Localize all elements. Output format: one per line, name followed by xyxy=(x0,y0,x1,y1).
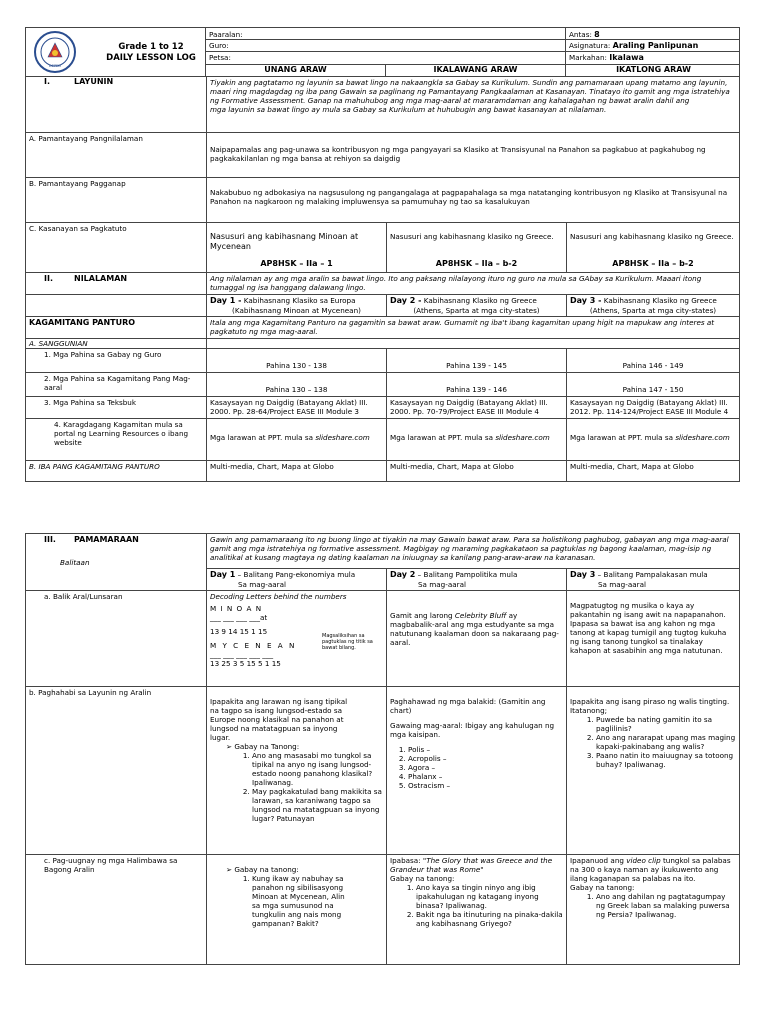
pag-uugnay-day2-q1: 1. Ano kaya sa tingin ninyo ang ibig ipakahulugan ng katagang inyong binasa? Ipaliwanag. xyxy=(416,883,563,910)
petsa-label: Petsa: xyxy=(209,53,231,62)
balitaan-days-row xyxy=(26,568,739,590)
kagamitang-mag-aaral-day3: Pahina 147 - 150 xyxy=(622,385,684,394)
deped-seal-icon xyxy=(34,31,76,73)
kasanayan-code-day3: AP8HSK – IIa – b-2 xyxy=(612,259,694,268)
paghahabi-day3-q1: 1. Puwede ba nating gamitin ito sa paglilinis? xyxy=(596,715,736,733)
decoding-numbers-1: 13 9 14 15 1 15 xyxy=(210,627,268,636)
pag-uugnay-gabay-label: Gabay na tanong: xyxy=(234,865,299,874)
paaralan-label: Paaralan: xyxy=(209,30,243,39)
pag-uugnay-day2-q2: 2. Bakit nga ba itinuturing na pinaka-dakila ang kabihasnang Griyego? xyxy=(416,910,563,928)
asignatura-value: Araling Panlipunan xyxy=(612,41,699,50)
pamamaraan-day3-sub: Sa mag-aaral xyxy=(598,580,646,589)
slideshare-link-day3[interactable]: slideshare.com xyxy=(675,433,730,442)
pag-uugnay-day2-reading xyxy=(390,856,563,874)
markahan-value: Ikalawa xyxy=(609,53,644,62)
teksbuk-day1: Kasaysayan ng Daigdig (Batayang Aklat) III. 2000. Pp. 28-64/Project EASE III Module 3 xyxy=(210,398,368,416)
pag-uugnay-day1-gabay: ➢ Gabay na tanong: 1. Kung ikaw ay nabuhay sa panahon ng sibilisasyong Minoan at Mycenean, Alin sa mga sumusunod na tungkulin ang nais mong gampanan? Bakit? xyxy=(226,865,383,928)
teksbuk-day2: Kasaysayan ng Daigdig (Batayang Aklat) III. 2000. Pp. 70-79/Project EASE III Module 4 xyxy=(390,398,548,416)
term-ostracism: 5. Ostracism – xyxy=(408,781,563,790)
paghahabi-day2-b: Gawaing mag-aaral: Ibigay ang kahulugan ng mga kaisipan. xyxy=(390,721,555,739)
balik-aral-row xyxy=(26,590,739,686)
paghahabi-day2-a: Paghahawad ng mga balakid: (Gamitin ang chart) xyxy=(390,697,546,715)
balik-aral-day2-a: Gamit ang larong xyxy=(390,611,453,620)
asignatura-label: Asignatura: xyxy=(569,41,611,50)
gabay-guro-day1: Pahina 130 - 138 xyxy=(266,361,327,370)
term-agora: 3. Agora – xyxy=(408,763,563,772)
pamamaraan-number: III. xyxy=(44,535,56,544)
nilalaman-day2-sub: (Athens, Sparta at mga city-states) xyxy=(413,306,540,315)
pamamaraan-day2-sub: Sa mag-aaral xyxy=(418,580,466,589)
paghahabi-day3-b: Itatanong; xyxy=(570,706,608,715)
term-polis: 1. Polis – xyxy=(408,745,563,754)
pag-uugnay-day3-gabay: Gabay na tanong: xyxy=(570,883,635,892)
decoding-letters-2: M Y C E N E A N xyxy=(210,641,297,650)
decoding-blanks-1: ___ ___ ___ ___at xyxy=(210,613,268,622)
kasanayan-day3: Nasusuri ang kabihasnang klasiko ng Greece. xyxy=(570,232,734,241)
iba-pang-day3: Multi-media, Chart, Mapa at Globo xyxy=(570,462,694,471)
kagamitan-text: Itala ang mga Kagamitang Panturo na gagamitin sa bawat araw. Gumamit ng iba't ibang kagamitan upang higit na mapukaw ang interes at pagkatuto ng mga mag-aaral. xyxy=(210,318,715,336)
balik-aral-day2-b: ay magbabalik-aral ang mga estudyante sa mga natutunang kaalaman doon sa nakaraang pag-aaral. xyxy=(390,611,559,647)
decoding-numbers-2: 13 25 3 5 15 5 1 15 xyxy=(210,659,281,668)
nilalaman-days-row xyxy=(26,294,739,316)
header-block xyxy=(26,28,739,77)
pag-uugnay-day3-b: tungkol sa palabas na 300 o kaya naman ay ikukuwento ang ilang kaganapan sa palabas na ito. xyxy=(570,856,731,883)
nilalaman-text: Ang nilalaman ay ang mga aralin sa bawat lingo. Ito ang paksang nilalayong ituro ng guro na mula sa GAbay sa Kurikulum. Maaari itong tumaggal ng isa hanggang dalawang lingo. xyxy=(210,274,702,292)
celebrity-bluff-game: Celebrity Bluff xyxy=(454,611,507,620)
term-acropolis: 2. Acropolis – xyxy=(408,754,563,763)
kagamitan-row xyxy=(26,316,739,338)
slideshare-link-day2[interactable]: slideshare.com xyxy=(495,433,550,442)
pamantayang-pagganap-row xyxy=(26,177,739,222)
layunin-text: Tiyakin ang pagtatamo ng layunin sa bawat lingo na nakaangkla sa Gabay sa Kurikulum. Sundin ang pamamaraan upang matamo ang layunin, maari ring magdagdag ng iba pang Gawain sa paglinang ng Pamantayang Pangkaalaman at Kasanayan. Tinatayo ito gamit ang mga istratehiya ng Formative Assessment. Ganap na mahuhubog ang mga mag-aaral at mararamdaman ang kahalagahan ng bawat aralin dahil ang xyxy=(210,78,730,105)
day3-header: IKATLONG ARAW xyxy=(616,65,691,74)
kagamitan-title: KAGAMITANG PANTURO xyxy=(29,318,136,327)
gabay-tanong-label: Gabay na Tanong: xyxy=(234,742,300,751)
nilalaman-day1-topic: Kabihasnang Klasiko sa Europa xyxy=(243,296,356,305)
gabay-guro-day3: Pahina 146 - 149 xyxy=(622,361,684,370)
gabay-guro-day2: Pahina 139 - 145 xyxy=(446,361,507,370)
pamantayang-pangnilalaman-label: A. Pamantayang Pangnilalaman xyxy=(29,134,143,143)
paghahabi-day1-q2: 2. May pagkakatulad bang makikita sa larawan, sa karaniwang tagpo sa lungsod na matatagpuan sa inyong lugar? Patunayan xyxy=(252,787,383,823)
kagamitang-mag-aaral-day1: Pahina 130 – 138 xyxy=(265,385,328,394)
nilalaman-day1-sub: (Kabihasnang Minoan at Mycenean) xyxy=(232,306,361,315)
decoding-letters-1: M I N O A N xyxy=(210,604,263,613)
pamamaraan-day1-sub: Sa mag-aaral xyxy=(238,580,286,589)
balitaan-label: Balitaan xyxy=(60,558,90,567)
gabay-guro-row xyxy=(26,348,739,372)
sanggunian-label: A. SANGGUNIAN xyxy=(29,339,88,348)
pamantayang-pagganap-text: Nakabubuo ng adbokasiya na nagsusulong ng pangangalaga at pagpapahalaga sa mga natatanging kontribusyon ng Klasiko at Transisyunal na Panahon na nagkaroon ng malaking impluwensya sa pamumuhay ng tao sa kasalukuyan xyxy=(210,188,728,206)
teksbuk-day3: Kasaysayan ng Daigdig (Batayang Aklat) III. 2012. Pp. 114-124/Project EASE III Module 4 xyxy=(570,398,729,416)
nilalaman-day2-label: Day 2 - xyxy=(390,296,422,305)
paghahabi-day3-q2: 2. Ano ang nararapat upang mas maging kapaki-pakinabang ang walis? xyxy=(596,733,736,751)
kasanayan-day2: Nasusuri ang kabihasnang klasiko ng Greece. xyxy=(390,232,554,241)
term-phalanx: 4. Phalanx – xyxy=(408,772,563,781)
paghahabi-label: b. Paghahabi sa Layunin ng Aralin xyxy=(29,688,152,697)
paghahabi-day1-gabay: ➢ Gabay na Tanong: 1. Ano ang masasabi mo tungkol sa tipikal na anyo ng isang lungsod-estado noong panahong klasikal? Ipaliwanag. 2. May pagkakatulad bang makikita sa larawan, sa karaniwang tagpo sa lungsod na matatagpuan sa inyong lugar? Patunayan xyxy=(226,742,383,823)
guro-label: Guro: xyxy=(209,41,229,50)
layunin-title: LAYUNIN xyxy=(74,77,114,86)
pamamaraan-day1-topic: – Balitang Pang-ekonomiya mula xyxy=(237,570,356,579)
gabay-guro-label: 1. Mga Pahina sa Gabay ng Guro xyxy=(44,350,162,359)
markahan-field xyxy=(569,53,644,63)
pag-uugnay-day1-q1: 1. Kung ikaw ay nabuhay sa panahon ng sibilisasyong Minoan at Mycenean, Alin sa mga sumusunod na tungkulin ang nais mong gampanan? Bakit? xyxy=(252,874,383,928)
antas-label: Antas: xyxy=(569,30,592,39)
pag-uugnay-label: c. Pag-uugnay ng mga Halimbawa sa Bagong Aralin xyxy=(44,856,178,874)
nilalaman-number: II. xyxy=(44,274,53,283)
grade-title: Grade 1 to 12 xyxy=(118,42,184,52)
nilalaman-day3-topic: Kabihasnang Klasiko ng Greece xyxy=(603,296,717,305)
iba-pang-day2: Multi-media, Chart, Mapa at Globo xyxy=(390,462,514,471)
pamamaraan-day2-topic: – Balitang Pampolitika mula xyxy=(417,570,518,579)
nilalaman-day3-sub: (Athens, Sparta at mga city-states) xyxy=(589,306,717,315)
pamantayang-pangnilalaman-row xyxy=(26,132,739,177)
layunin-text-2: mga layunin sa bawat lingo ay mula sa Gabay sa Kurikulum at huhubugin ang bawat kasanayan at nilalaman. xyxy=(210,105,607,114)
pamamaraan-day1-label: Day 1 xyxy=(210,570,236,579)
day2-header: IKALAWANG ARAW xyxy=(433,65,518,74)
kagamitang-mag-aaral-label: 2. Mga Pahina sa Kagamitang Pang Mag-aaral xyxy=(44,374,191,392)
pamamaraan-day2-label: Day 2 xyxy=(390,570,416,579)
layunin-row xyxy=(26,76,739,132)
decoding-note: Magsaliksihan sa pagtuklas ng titik sa bawat bilang. xyxy=(322,633,373,651)
karagdagang-kagamitan-label: 4. Karagdagang Kagamitan mula sa portal ng Learning Resources o ibang website xyxy=(54,420,189,447)
reading-title: "The Glory that was Greece and the Grandeur that was Rome" xyxy=(390,856,553,874)
iba-pang-kagamitan-row xyxy=(26,460,739,482)
antas-value: 8 xyxy=(594,30,600,39)
asignatura-field xyxy=(569,41,698,51)
pamamaraan-day3-label: Day 3 xyxy=(570,570,596,579)
pag-uugnay-day2-gabay: Gabay na tanong: xyxy=(390,874,455,883)
lesson-log-table-1 xyxy=(25,27,740,482)
paghahabi-row xyxy=(26,686,739,854)
layunin-number: I. xyxy=(44,77,51,86)
paghahabi-day1-intro: Ipapakita ang larawan ng isang tipikal na tagpo sa isang lungsod-estado sa Europe noong klasikal na panahon at lungsod na matatagpuan sa inyong lugar. xyxy=(210,697,348,742)
slideshare-link-day1[interactable]: slideshare.com xyxy=(315,433,370,442)
paghahabi-day1-q1: 1. Ano ang masasabi mo tungkol sa tipikal na anyo ng isang lungsod-estado noong panahong klasikal? Ipaliwanag. xyxy=(252,751,383,787)
balik-aral-day3: Magpatugtog ng musika o kaya ay pakantahin ng isang awit na napapanahon. Ipapasa sa bawat isa ang kahon ng mga tanong at kapag tumigil ang tugtog kukuha ng isang tanong tungkol sa tinalakay kahapon at sasabihin ang mga natutunan. xyxy=(570,601,727,655)
video-clip-label: video clip xyxy=(626,856,661,865)
kasanayan-code-day1: AP8HSK – IIa – 1 xyxy=(260,259,333,268)
decoding-blanks-2: ___ ___ ___ ___ ___ xyxy=(210,650,274,659)
karagdagang-day2: Mga larawan at PPT. mula sa xyxy=(390,433,494,442)
nilalaman-title: NILALAMAN xyxy=(74,274,128,283)
paghahabi-day3-a: Ipapakita ang isang piraso ng walis tingting. xyxy=(570,697,730,706)
kasanayan-label: C. Kasanayan sa Pagkatuto xyxy=(29,224,127,233)
kagamitang-mag-aaral-row xyxy=(26,372,739,396)
pamantayang-pagganap-label: B. Pamantayang Pagganap xyxy=(29,179,126,188)
kagamitang-mag-aaral-day2: Pahina 139 - 146 xyxy=(446,385,507,394)
svg-text:DEPED: DEPED xyxy=(49,64,61,68)
pamamaraan-day3-topic: – Balitang Pampalakasan mula xyxy=(597,570,708,579)
pamamaraan-title: PAMAMARAAN xyxy=(74,535,139,544)
kasanayan-day1: Nasusuri ang kabihasnang Minoan at Mycenean xyxy=(210,232,359,251)
sanggunian-row xyxy=(26,338,739,348)
iba-pang-day1: Multi-media, Chart, Mapa at Globo xyxy=(210,462,334,471)
pamamaraan-text: Gawin ang pamamaraang ito ng buong lingo at tiyakin na may Gawain bawat araw. Para sa holistikong paghubog, gabayan ang mga mag-aaral gamit ang mga istratehiya ng formative assessment. Magbigay ng maraming pagkakataon sa pagtuklas ng bagong kaalaman, mag-isip ng analitikal at kusang magtaya ng dating kaalaman na iniuugnay sa kanilang pang-araw-araw na karanasan. xyxy=(210,535,729,562)
balik-aral-label: a. Balik Aral/Lunsaran xyxy=(44,592,123,601)
teksbuk-label: 3. Mga Pahina sa Teksbuk xyxy=(44,398,137,407)
kasanayan-row xyxy=(26,222,739,272)
lesson-log-table-2 xyxy=(25,533,740,965)
teksbuk-row xyxy=(26,396,739,418)
nilalaman-day3-label: Day 3 - xyxy=(570,296,602,305)
karagdagang-kagamitan-row xyxy=(26,418,739,460)
pag-uugnay-day3-text xyxy=(570,856,736,883)
ipapanuod-label: Ipapanuod ang xyxy=(570,856,624,865)
nilalaman-row xyxy=(26,272,739,294)
iba-pang-kagamitan-label: B. IBA PANG KAGAMITANG PANTURO xyxy=(29,462,160,471)
daily-lesson-log-title: DAILY LESSON LOG xyxy=(106,53,196,63)
day1-header: UNANG ARAW xyxy=(264,65,327,74)
decoding-title: Decoding Letters behind the numbers xyxy=(210,592,347,601)
pamantayang-pangnilalaman-text: Naipapamalas ang pag-unawa sa kontribusyon ng mga pangyayari sa Klasiko at Transisyunal na Panahon sa pagkabuo at pagkahubog ng pagkakakilanlan ng mga bansa at rehiyon sa daigdig xyxy=(210,145,706,163)
antas-field xyxy=(569,30,600,40)
pag-uugnay-row xyxy=(26,854,739,965)
kasanayan-code-day2: AP8HSK – IIa – b-2 xyxy=(435,259,518,268)
ipabasa-label: Ipabasa: xyxy=(390,856,421,865)
markahan-label: Markahan: xyxy=(569,53,607,62)
nilalaman-day1-label: Day 1 - xyxy=(210,296,242,305)
karagdagang-day1: Mga larawan at PPT. mula sa xyxy=(210,433,314,442)
pamamaraan-row xyxy=(26,534,739,568)
pag-uugnay-day3-q1: 1. Ano ang dahilan ng pagtatagumpay ng Greek laban sa malaking puwersa ng Persia? Ipaliwanag. xyxy=(596,892,736,919)
nilalaman-day2-topic: Kabihasnang Klasiko ng Greece xyxy=(423,296,537,305)
paghahabi-day3-q3: 3. Paano natin ito maiuugnay sa totoong buhay? Ipaliwanag. xyxy=(596,751,736,769)
karagdagang-day3: Mga larawan at PPT. mula sa xyxy=(570,433,674,442)
